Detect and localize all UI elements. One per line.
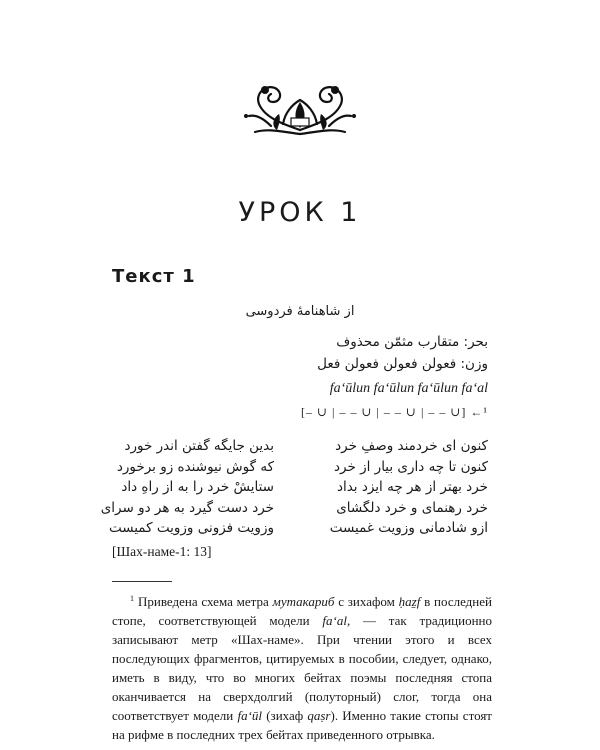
poem-line: بدین جایگه گفتن اندر خورد	[124, 438, 274, 454]
meter-vazn: وزن: فعولن فعولن فعولن فعل	[317, 356, 488, 372]
decorative-ornament	[243, 74, 357, 136]
meter-transliteration: faʻūlun faʻūlun faʻūlun faʻal	[329, 381, 488, 396]
poem-line: خرد بهتر از هر چه ایزد بداد	[336, 479, 488, 495]
footnote-text: в последней стопе, соответствующей модели	[112, 594, 492, 628]
footnote-term: мутакариб	[272, 594, 335, 609]
source-citation: [Шах-наме-1: 13]	[112, 544, 212, 559]
footnote-text: (зихаф	[262, 708, 308, 723]
meter-bahr: بحر: متقارب مثمّن محذوف	[336, 334, 488, 350]
footnote-term: faʻal	[322, 613, 347, 628]
footnote-term: faʻūl	[237, 708, 263, 723]
footnote-divider	[112, 581, 172, 582]
footnote	[112, 592, 492, 744]
poem-line: خرد رهنمای و خرد دلگشای	[336, 499, 488, 516]
poem-left-column	[84, 436, 274, 539]
footnote-marker: 1	[130, 593, 134, 603]
poem-line: وزویت فزونی وزویت کمیست	[108, 520, 274, 536]
meter-scansion: [– ∪ | – – ∪ | – – ∪ | – – ∪] ←¹	[300, 405, 488, 419]
footnote-text: , — так традиционно записывают метр «Шах-наме». При чтении этого и всех последующих фрагментов, цитируемых в пособии, следует, однако, иметь в виду, что во многих бейтах поэмы последняя стопа оканчивается на сверхдолгий (полуторный) слог, тогда она соответствует модели	[112, 613, 493, 723]
poem-line: که گوش نیوشنده زو برخورد	[116, 458, 274, 475]
text-heading: Текст 1	[112, 266, 196, 287]
footnote-text: ). Именно такие стопы стоят на рифме в последних трех бейтах приведенного отрывка.	[112, 708, 492, 742]
poem-line: ازو شادمانی وزویت غمیست	[329, 520, 488, 536]
poem-right-column	[288, 436, 488, 539]
lesson-title: УРОК 1	[238, 197, 362, 228]
poem-line: کنون ای خردمند وصفِ خرد	[335, 438, 488, 454]
text-source-subtitle: از شاهنامهٔ فردوسی	[245, 304, 355, 319]
footnote-term: qaṣr	[307, 708, 331, 723]
poem-line: ستایشْ خرد را به از راهِ داد	[121, 479, 274, 495]
poem-line: کنون تا چه داری بیار از خرد	[334, 458, 488, 475]
footnote-text: с зихафом	[334, 594, 399, 609]
poem-line: خرد دست گیرد به هر دو سرای	[100, 499, 274, 516]
footnote-text: Приведена схема метра	[138, 594, 273, 609]
footnote-term: ḥaẕf	[398, 594, 421, 609]
